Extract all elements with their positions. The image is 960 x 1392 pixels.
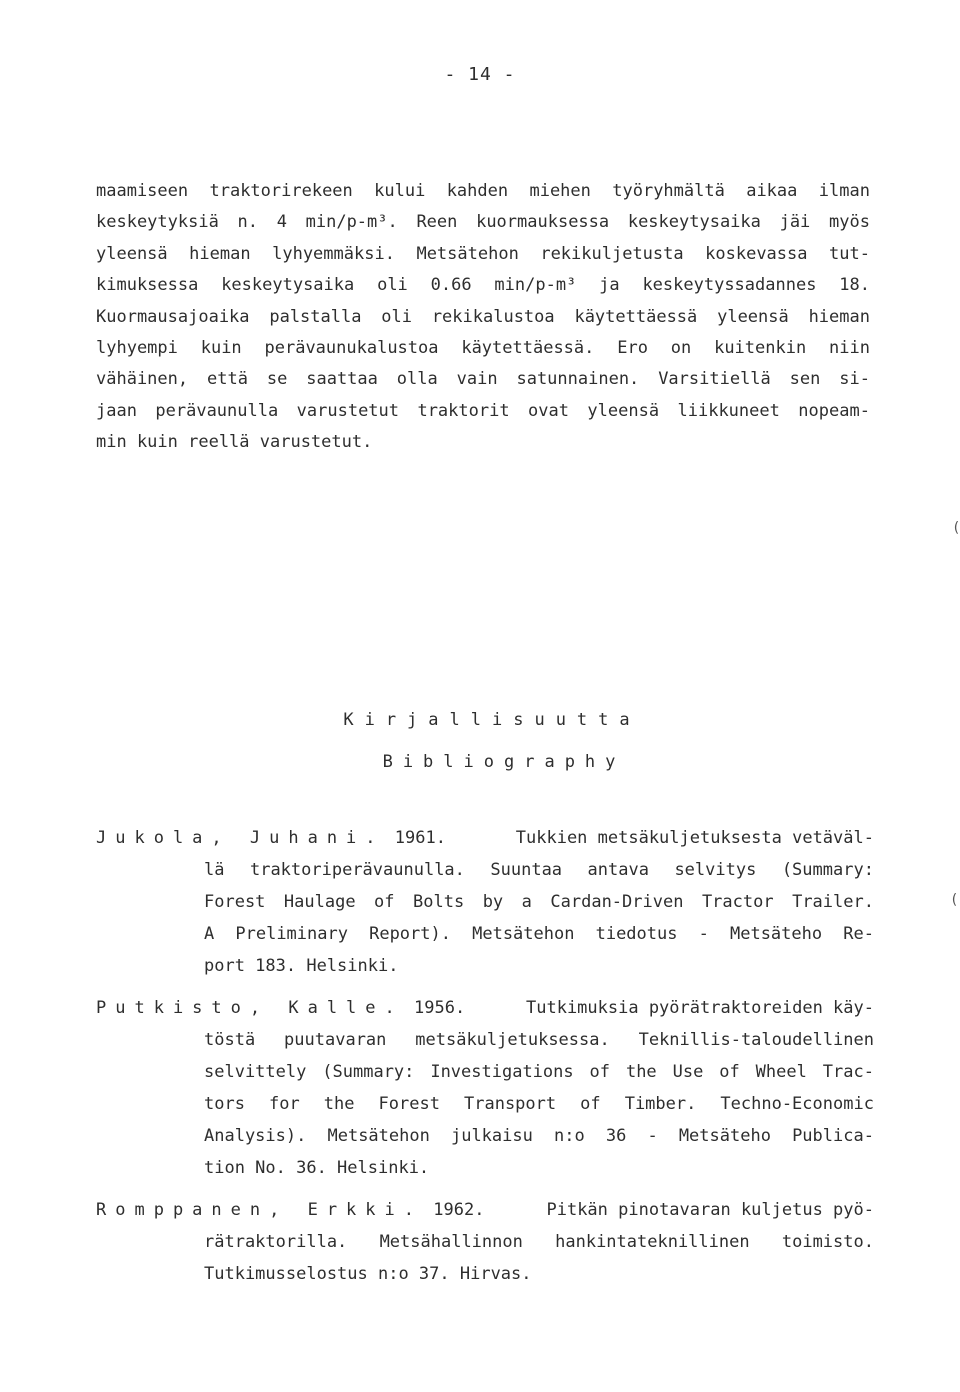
reference-entry bbox=[96, 992, 874, 1184]
reference-entry bbox=[96, 822, 874, 982]
scan-mark: ( bbox=[950, 892, 959, 908]
reference-year: 1962. bbox=[433, 1200, 485, 1220]
reference-line: rätraktorilla. Metsähallinnon hankintateknillinen toimisto. bbox=[204, 1232, 874, 1252]
reference-year: 1961. bbox=[394, 828, 446, 848]
reference-line: port 183. Helsinki. bbox=[204, 956, 399, 976]
paragraph-line: kimuksessa keskeytysaika oli 0.66 min/p-m³ ja keskeytyssadannes 18. bbox=[96, 275, 870, 296]
paragraph-line: Kuormausajoaika palstalla oli rekikalustoa käytettäessä yleensä hieman bbox=[96, 306, 870, 327]
reference-line: selvittely (Summary: Investigations of the Use of Wheel Trac- bbox=[204, 1062, 874, 1082]
reference-year: 1956. bbox=[414, 998, 466, 1018]
body-paragraph bbox=[96, 176, 870, 459]
reference-line: tion No. 36. Helsinki. bbox=[204, 1158, 430, 1178]
reference-line: töstä puutavaran metsäkuljetuksessa. Teknillis-taloudellinen bbox=[204, 1030, 874, 1050]
paragraph-line: keskeytyksiä n. 4 min/p-m³. Reen kuormauksessa keskeytysaika jäi myös bbox=[96, 212, 870, 233]
paragraph-line: maamiseen traktorirekeen kului kahden miehen työryhmältä aikaa ilman bbox=[96, 181, 870, 201]
paragraph-line: jaan perävaunulla varustetut traktorit ovat yleensä liikkuneet nopeam- bbox=[96, 400, 870, 421]
paragraph-line: vähäinen, että se saattaa olla vain satunnainen. Varsitiellä sen si- bbox=[96, 369, 870, 390]
bibliography-heading-finnish: Kirjallisuutta bbox=[343, 710, 641, 730]
reference-line: Forest Haulage of Bolts by a Cardan-Driven Tractor Trailer. bbox=[204, 892, 874, 912]
reference-entry bbox=[96, 1194, 874, 1290]
paragraph-line: lyhyempi kuin perävaunukalustoa käytettäessä. Ero on kuitenkin niin bbox=[96, 337, 870, 358]
scan-mark: ( bbox=[952, 520, 960, 536]
reference-line: Tutkimusselostus n:o 37. Hirvas. bbox=[204, 1264, 532, 1284]
reference-author: Putkisto, Kalle. bbox=[96, 998, 404, 1018]
reference-title-line: Tukkien metsäkuljetuksesta vetäväl- bbox=[515, 828, 874, 848]
reference-line: tors for the Forest Transport of Timber. Techno-Economic bbox=[204, 1094, 874, 1114]
paragraph-line: min kuin reellä varustetut. bbox=[96, 432, 373, 453]
paragraph-line: yleensä hieman lyhyemmäksi. Metsätehon rekikuljetusta koskevassa tut- bbox=[96, 243, 870, 264]
bibliography-heading-english: Bibliography bbox=[382, 752, 626, 772]
reference-title-line: Pitkän pinotavaran kuljetus pyö- bbox=[546, 1200, 874, 1220]
reference-title-line: Tutkimuksia pyörätraktoreiden käy- bbox=[526, 998, 874, 1018]
reference-line: lä traktoriperävaunulla. Suuntaa antava selvitys (Summary: bbox=[204, 860, 874, 880]
reference-line: A Preliminary Report). Metsätehon tiedotus - Metsäteho Re- bbox=[204, 924, 874, 944]
reference-line: Analysis). Metsätehon julkaisu n:o 36 - Metsäteho Publica- bbox=[204, 1126, 874, 1146]
reference-author: Romppanen, Erkki. bbox=[96, 1200, 423, 1220]
reference-list bbox=[96, 822, 874, 1300]
page-number: - 14 - bbox=[444, 64, 516, 85]
reference-author: Jukola, Juhani. bbox=[96, 828, 385, 848]
